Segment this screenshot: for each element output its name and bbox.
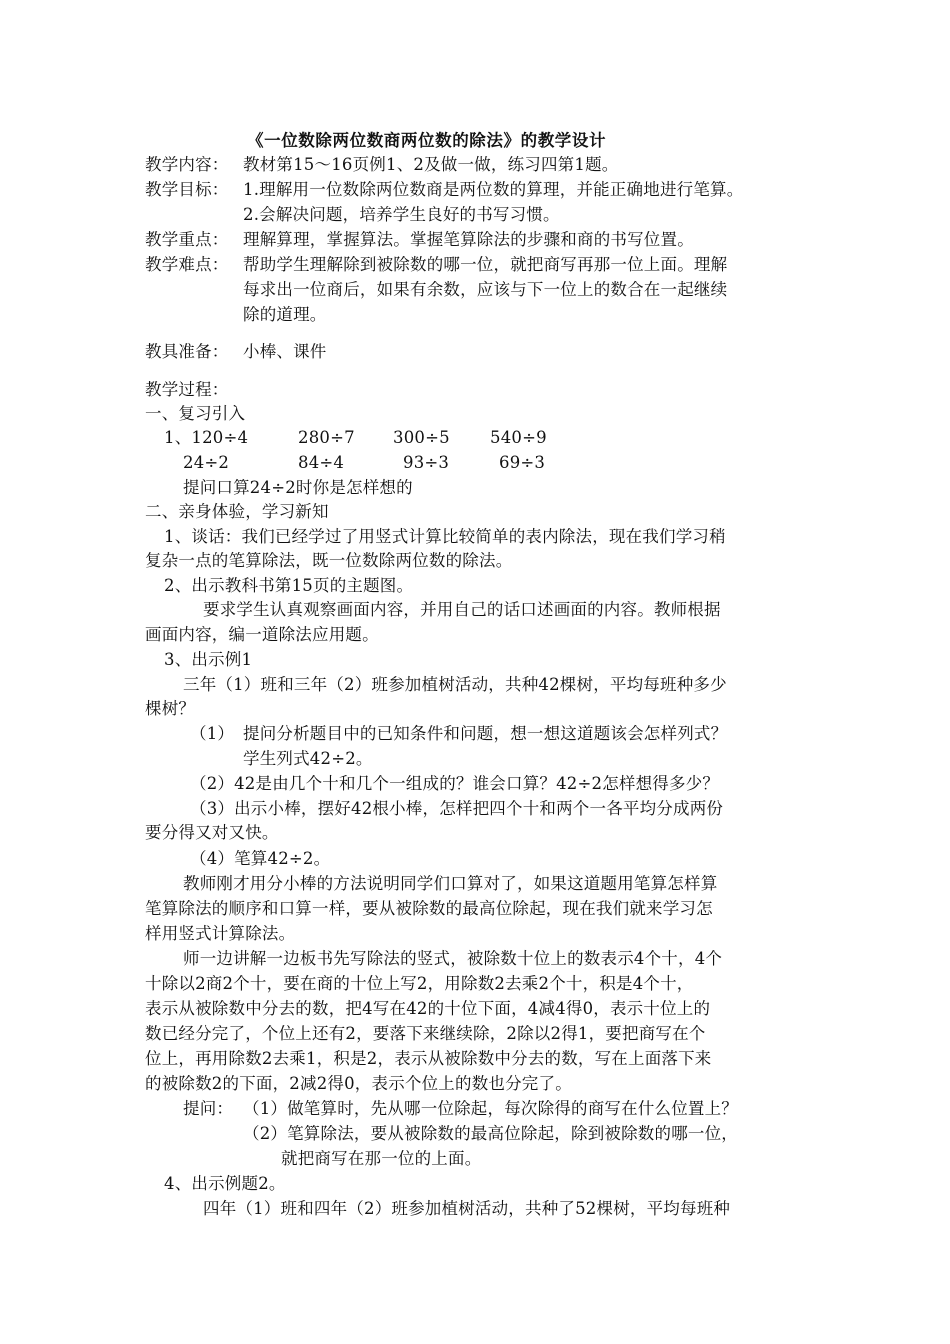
board-line: 表示从被除数中分去的数，把4写在42的十位下面，4减4得0，表示十位上的 bbox=[145, 999, 711, 1018]
board-line: 数已经分完了，个位上还有2，要落下来继续除，2除以2得1，要把商写在个 bbox=[145, 1024, 706, 1043]
example2-heading: 4、出示例题2。 bbox=[164, 1174, 286, 1193]
board-line: 位上，再用除数2去乘1，积是2，表示从被除数中分去的数，写在上面落下来 bbox=[145, 1049, 712, 1068]
review-item: 280÷7 bbox=[298, 428, 355, 447]
difficulty-line: 每求出一位商后，如果有余数，应该与下一位上的数合在一起继续 bbox=[243, 280, 728, 299]
difficulty-label: 教学难点： bbox=[145, 255, 229, 274]
ask-label: 提问： bbox=[183, 1099, 234, 1118]
talk-line: 1、谈话：我们已经学过了用竖式计算比较简单的表内除法，现在我们学习稍 bbox=[164, 527, 726, 546]
review-item: 84÷4 bbox=[298, 453, 345, 472]
tools-text: 小棒、课件 bbox=[243, 342, 327, 361]
review-item: 540÷9 bbox=[490, 428, 547, 447]
ask-item: 就把商写在那一位的上面。 bbox=[281, 1149, 482, 1168]
process-label: 教学过程： bbox=[145, 380, 229, 399]
example2-problem: 四年（1）班和四年（2）班参加植树活动，共种了52棵树，平均每班种 bbox=[203, 1199, 731, 1218]
key-points-text: 理解算理，掌握算法。掌握笔算除法的步骤和商的书写位置。 bbox=[243, 230, 694, 249]
example1-problem: 三年（1）班和三年（2）班参加植树活动，共种42棵树，平均每班种多少 bbox=[183, 675, 727, 694]
talk-line: 复杂一点的笔算除法，既一位数除两位数的除法。 bbox=[145, 551, 513, 570]
ask-item: （2）笔算除法，要从被除数的最高位除起，除到被除数的哪一位， bbox=[243, 1124, 738, 1143]
goal-item: 1.理解用一位数除两位数商是两位数的算理，并能正确地进行笔算。 bbox=[243, 180, 744, 199]
board-line: 十除以2商2个十，要在商的十位上写2，用除数2去乘2个十，积是4个十， bbox=[145, 974, 694, 993]
q1-text: 提问分析题目中的已知条件和问题，想一想这道题该会怎样列式？ bbox=[243, 724, 728, 743]
new-heading: 二、亲身体验，学习新知 bbox=[145, 502, 329, 521]
q3-line: 要分得又对又快。 bbox=[145, 823, 279, 842]
content-label: 教学内容： bbox=[145, 155, 229, 174]
review-item: 1、120÷4 bbox=[164, 428, 249, 447]
review-item: 69÷3 bbox=[499, 453, 546, 472]
q1-number: （1） bbox=[190, 724, 235, 743]
goal-item: 2.会解决问题，培养学生良好的书写习惯。 bbox=[243, 205, 560, 224]
document-title: 《一位数除两位数商两位数的除法》的教学设计 bbox=[247, 131, 607, 150]
tools-label: 教具准备： bbox=[145, 342, 229, 361]
review-item: 300÷5 bbox=[393, 428, 450, 447]
board-line: 师一边讲解一边板书先写除法的竖式，被除数十位上的数表示4个十，4个 bbox=[183, 949, 723, 968]
q4-text: （4）笔算42÷2。 bbox=[190, 849, 331, 868]
observe-line: 画面内容，编一道除法应用题。 bbox=[145, 625, 379, 644]
review-item: 24÷2 bbox=[183, 453, 230, 472]
teacher-explain-line: 教师刚才用分小棒的方法说明同学们口算对了，如果这道题用笔算怎样算 bbox=[183, 874, 718, 893]
content-text: 教材第15～16页例1、2及做一做，练习四第1题。 bbox=[243, 155, 619, 174]
q1-answer: 学生列式42÷2。 bbox=[243, 749, 373, 768]
teacher-explain-line: 样用竖式计算除法。 bbox=[145, 924, 296, 943]
ask-item: （1）做笔算时，先从哪一位除起，每次除得的商写在什么位置上？ bbox=[243, 1099, 738, 1118]
key-points-label: 教学重点： bbox=[145, 230, 229, 249]
review-question: 提问口算24÷2时你是怎样想的 bbox=[183, 478, 413, 497]
goals-label: 教学目标： bbox=[145, 180, 229, 199]
q3-line: （3）出示小棒，摆好42根小棒，怎样把四个十和两个一各平均分成两份 bbox=[190, 799, 724, 818]
difficulty-line: 除的道理。 bbox=[243, 305, 327, 324]
board-line: 的被除数2的下面，2减2得0，表示个位上的数也分完了。 bbox=[145, 1074, 572, 1093]
example1-heading: 3、出示例1 bbox=[164, 650, 253, 669]
q2-text: （2）42是由几个十和几个一组成的？谁会口算？42÷2怎样想得多少？ bbox=[190, 774, 720, 793]
observe-line: 要求学生认真观察画面内容，并用自己的话口述画面的内容。教师根据 bbox=[203, 600, 721, 619]
teacher-explain-line: 笔算除法的顺序和口算一样，要从被除数的最高位除起，现在我们就来学习怎 bbox=[145, 899, 713, 918]
difficulty-line: 帮助学生理解除到被除数的哪一位，就把商写再那一位上面。理解 bbox=[243, 255, 728, 274]
example1-problem: 棵树？ bbox=[145, 699, 196, 718]
review-heading: 一、复习引入 bbox=[145, 404, 246, 423]
review-item: 93÷3 bbox=[403, 453, 450, 472]
show-picture: 2、出示教科书第15页的主题图。 bbox=[164, 576, 414, 595]
